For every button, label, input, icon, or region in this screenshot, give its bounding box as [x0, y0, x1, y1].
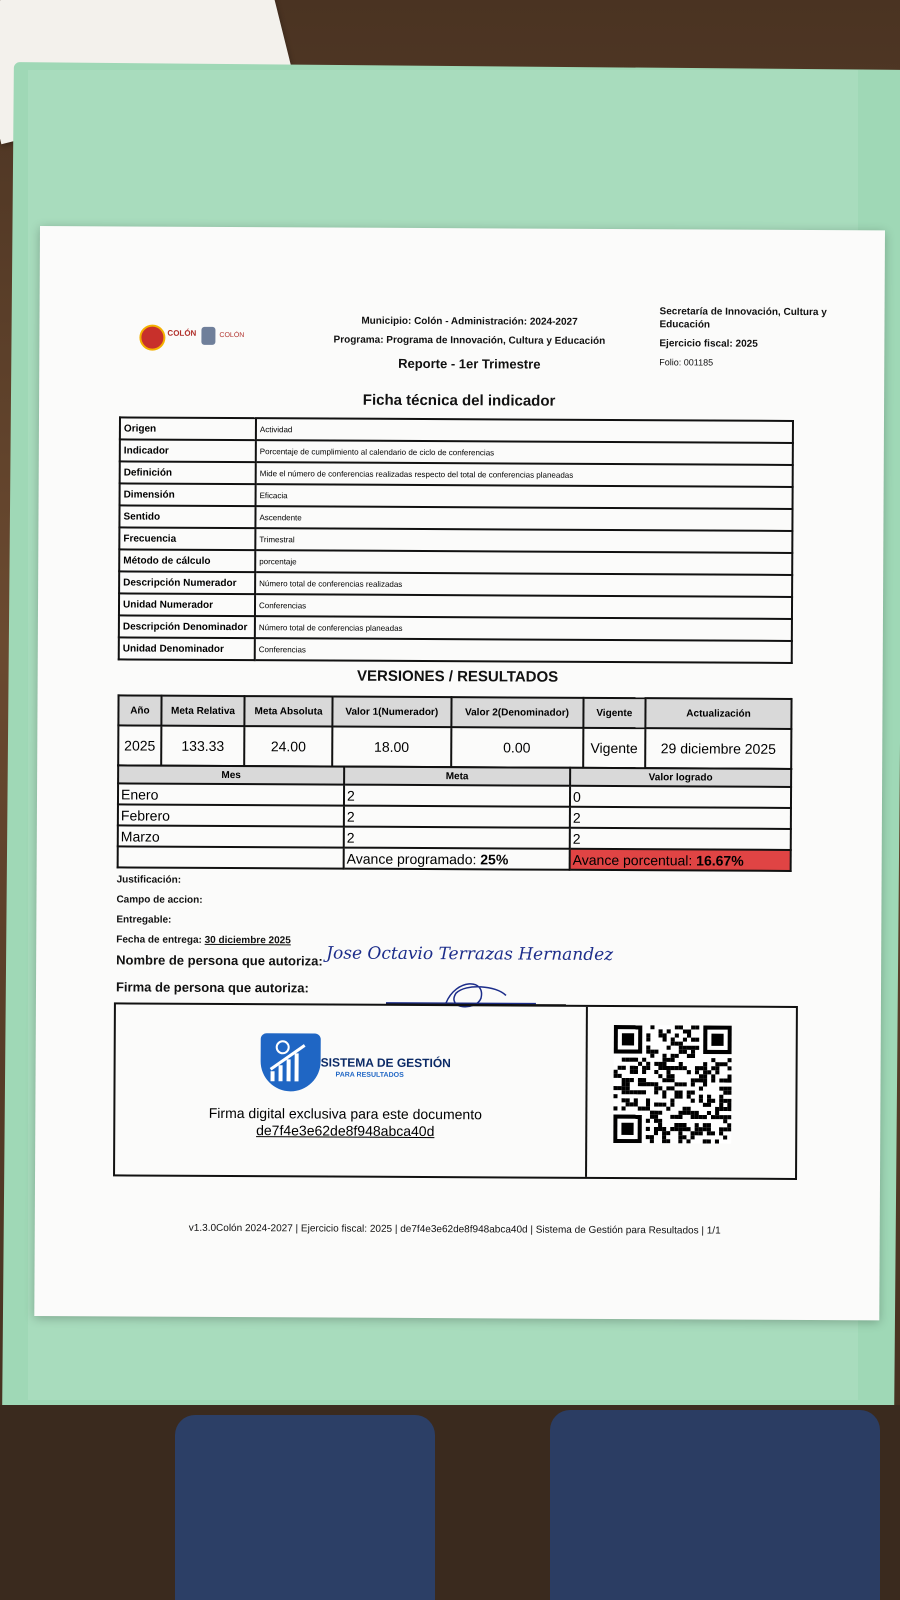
- digital-signature-text: [175, 1105, 515, 1141]
- versiones-value: 133.33: [161, 726, 244, 766]
- ficha-title: Ficha técnica del indicador: [362, 391, 556, 410]
- ficha-key: Descripción Denominador: [119, 615, 255, 638]
- ficha-value: Trimestral: [255, 528, 792, 553]
- valor-header: Valor logrado: [570, 768, 791, 787]
- report-page: [34, 226, 885, 1320]
- municipal-seal-icon: [201, 327, 215, 345]
- versiones-value: 18.00: [332, 727, 451, 768]
- versiones-header: Año: [118, 695, 161, 725]
- nombre-label: Nombre de persona que autoriza:: [116, 952, 323, 969]
- municipal-logos: [139, 323, 249, 350]
- sgr-subtitle: PARA RESULTADOS: [335, 1071, 404, 1079]
- ficha-row: [119, 637, 792, 663]
- mes-header: Mes: [118, 765, 344, 784]
- versiones-header: Valor 1(Numerador): [332, 697, 451, 728]
- signature-hash: de7f4e3e62de8f948abca40d: [256, 1122, 435, 1140]
- firma-digital-label: Firma digital exclusiva para este documento: [208, 1104, 482, 1123]
- folio-line: Folio: 001185: [659, 357, 714, 368]
- meta-header: Meta: [344, 767, 570, 786]
- mes-cell: Marzo: [118, 825, 344, 847]
- valor-cell: 2: [570, 807, 791, 829]
- ficha-value: Porcentaje de cumplimiento al calendario de ciclo de conferencias: [256, 440, 793, 465]
- sgr-shield-icon: [260, 1033, 320, 1091]
- detail-fields: [116, 870, 291, 951]
- versiones-value: 0.00: [451, 727, 583, 768]
- sgr-title: SISTEMA DE GESTIÓN: [320, 1055, 451, 1071]
- versiones-header: Meta Absoluta: [244, 696, 332, 726]
- qr-code-icon: [613, 1025, 732, 1144]
- ficha-key: Indicador: [120, 439, 256, 462]
- ficha-value: Actividad: [256, 418, 793, 443]
- entregable-label: Entregable:: [116, 914, 172, 926]
- page-footer: v1.3.0Colón 2024-2027 | Ejercicio fiscal: 2025 | de7f4e3e62de8f948abca40d | Sistema de Gestión para Resultados | 1/1: [188, 1222, 721, 1237]
- ficha-value: Conferencias: [255, 638, 792, 663]
- authorization-block: [116, 946, 323, 1001]
- municipio-line: Municipio: Colón - Administración: 2024-2027: [361, 315, 578, 328]
- meta-cell: 2: [344, 806, 570, 828]
- ficha-value: Ascendente: [255, 506, 792, 531]
- valor-cell: 0: [570, 786, 791, 808]
- ficha-table: [118, 416, 794, 664]
- versiones-header: Meta Relativa: [161, 696, 244, 726]
- meses-table: [117, 764, 793, 872]
- ficha-value: porcentaje: [255, 550, 792, 575]
- report-title: Reporte - 1er Trimestre: [398, 355, 541, 372]
- jeans-right: [550, 1410, 880, 1600]
- versiones-table: [117, 694, 792, 770]
- signature-divider: [585, 1007, 588, 1177]
- ficha-value: Número total de conferencias realizadas: [255, 572, 792, 597]
- firma-label: Firma de persona que autoriza:: [115, 979, 309, 996]
- digital-signature-box: [113, 1002, 798, 1180]
- ficha-key: Dimensión: [120, 483, 256, 506]
- avance-programado-label: Avance programado:: [346, 850, 481, 867]
- header-center: [289, 311, 649, 374]
- ejercicio-line: Ejercicio fiscal: 2025: [659, 338, 758, 350]
- versiones-header: Valor 2(Denominador): [451, 697, 583, 728]
- ficha-value: Eficacia: [256, 484, 793, 509]
- avance-programado-cell: [344, 848, 570, 870]
- versiones-value: 24.00: [244, 726, 332, 766]
- header-right: [659, 305, 859, 370]
- valor-cell: 2: [570, 828, 791, 850]
- secretaria-line: Secretaría de Innovación, Cultura y Educación: [659, 306, 827, 331]
- ficha-value: Mide el número de conferencias realizadas respecto del total de conferencias planeadas: [256, 462, 793, 487]
- avance-porcentual-value: 16.67%: [696, 851, 744, 869]
- logo-text: COLÓN: [167, 328, 197, 338]
- ficha-key: Descripción Numerador: [119, 571, 255, 594]
- avance-porcentual-cell: [570, 849, 791, 871]
- versiones-header: Vigente: [583, 698, 646, 728]
- meta-cell: 2: [344, 827, 570, 849]
- versiones-value: 29 diciembre 2025: [645, 728, 791, 769]
- mes-cell: Febrero: [118, 804, 344, 826]
- fecha-label: Fecha de entrega:: [116, 934, 205, 946]
- campo-label: Campo de accion:: [116, 894, 203, 906]
- avance-porcentual-label: Avance porcentual:: [572, 851, 697, 868]
- ficha-key: Definición: [120, 461, 256, 484]
- ficha-key: Método de cálculo: [119, 549, 255, 572]
- ficha-key: Unidad Numerador: [119, 593, 255, 616]
- ficha-key: Sentido: [119, 505, 255, 528]
- versiones-value: 2025: [118, 725, 161, 765]
- versiones-value: Vigente: [583, 728, 646, 768]
- justificacion-label: Justificación:: [116, 874, 182, 886]
- avance-programado-value: 25%: [480, 850, 509, 867]
- versiones-title: VERSIONES / RESULTADOS: [357, 667, 559, 686]
- ficha-key: Frecuencia: [119, 527, 255, 550]
- ficha-key: Origen: [120, 417, 256, 440]
- fecha-value: 30 diciembre 2025: [204, 934, 291, 947]
- meta-cell: 2: [344, 785, 570, 807]
- ficha-value: Número total de conferencias planeadas: [255, 616, 792, 641]
- handwritten-name: Jose Octavio Terrazas Hernandez: [326, 943, 614, 966]
- ficha-value: Conferencias: [255, 594, 792, 619]
- versiones-header: Actualización: [646, 698, 792, 729]
- programa-line: Programa: Programa de Innovación, Cultura y Educación: [333, 334, 606, 347]
- municipal-crest-icon: [139, 325, 165, 351]
- ficha-key: Unidad Denominador: [119, 637, 255, 660]
- mes-cell: Enero: [118, 783, 344, 805]
- jeans-left: [175, 1415, 435, 1600]
- logo-text-secondary: COLÓN: [219, 331, 245, 340]
- avance-empty-cell: [118, 846, 344, 868]
